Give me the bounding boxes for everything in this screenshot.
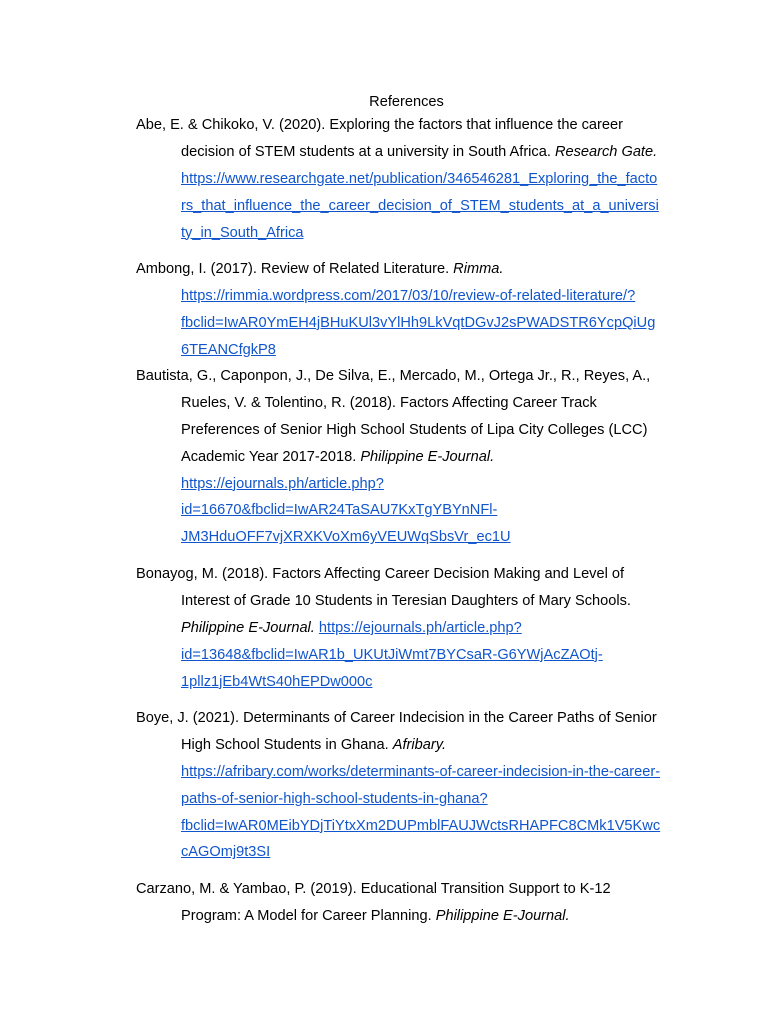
reference-source-title: Afribary. xyxy=(392,736,447,753)
reference-line xyxy=(136,564,679,591)
reference-line xyxy=(136,842,679,869)
reference-url-link[interactable]: https://afribary.com/works/determinants-of-career-indecision-in-the-career- xyxy=(181,763,661,780)
reference-line xyxy=(136,142,679,169)
reference-url-link[interactable]: id=13648&fbclid=IwAR1b_UKUtJiWmt7BYCsaR-G6YWjAcZAOtj- xyxy=(181,646,603,663)
reference-url-link[interactable]: JM3HduOFF7vjXRXKVoXm6yVEUWqSbsVr_ec1U xyxy=(181,529,511,546)
reference-url-link[interactable]: https://ejournals.ph/article.php? xyxy=(181,475,384,492)
reference-url-link[interactable]: fbclid=IwAR0MEibYDjTiYtxXm2DUPmblFAUJWctsRHAPFC8CMk1V5Kwc xyxy=(181,817,661,834)
reference-url-link[interactable]: https://rimmia.wordpress.com/2017/03/10/review-of-related-literature/? xyxy=(181,287,636,304)
reference-line xyxy=(136,618,679,645)
reference-line xyxy=(136,474,679,501)
reference-line xyxy=(136,259,679,286)
reference-text: High School Students in Ghana. xyxy=(181,736,393,753)
reference-text: Abe, E. & Chikoko, V. (2020). Exploring the factors that influence the career xyxy=(136,117,624,133)
reference-entry xyxy=(136,259,679,367)
reference-url-link[interactable]: https://ejournals.ph/article.php? xyxy=(318,619,522,636)
reference-line xyxy=(136,906,679,933)
reference-text: Academic Year 2017-2018. xyxy=(181,448,361,465)
reference-line xyxy=(136,286,679,313)
reference-source-title: Philippine E-Journal. xyxy=(181,619,315,636)
reference-line xyxy=(136,789,679,816)
reference-line xyxy=(136,313,679,340)
reference-url-link[interactable]: 6TEANCfgkP8 xyxy=(181,341,276,358)
reference-url-link[interactable]: fbclid=IwAR0YmEH4jBHuKUl3vYlHh9LkVqtDGvJ2sPWADSTR6YcpQiUg xyxy=(181,314,656,331)
reference-url-link[interactable]: cAGOmj9t3SI xyxy=(181,844,271,861)
reference-line xyxy=(136,447,679,474)
reference-url-link[interactable]: 1pllz1jEb4WtS40hEPDw000c xyxy=(181,673,373,690)
reference-line xyxy=(136,366,679,393)
reference-text: Ambong, I. (2017). Review of Related Literature. xyxy=(136,261,454,277)
reference-url-link[interactable]: https://www.researchgate.net/publication/346546281_Exploring_the_facto xyxy=(181,170,658,187)
reference-line xyxy=(136,340,679,367)
reference-line xyxy=(136,196,679,223)
reference-line xyxy=(136,708,679,735)
reference-line xyxy=(136,115,679,142)
reference-text: Program: A Model for Career Planning. xyxy=(181,907,436,924)
reference-line xyxy=(136,393,679,420)
reference-line xyxy=(136,879,679,906)
page-title: References xyxy=(369,94,444,110)
reference-url-link[interactable]: paths-of-senior-high-school-students-in-ghana? xyxy=(181,790,488,807)
reference-source-title: Philippine E-Journal. xyxy=(435,907,570,924)
reference-line xyxy=(136,645,679,672)
reference-entry xyxy=(136,366,679,554)
reference-line xyxy=(136,672,679,699)
reference-line xyxy=(136,223,679,250)
reference-text: decision of STEM students at a university in South Africa. xyxy=(181,143,555,160)
reference-text: Boye, J. (2021). Determinants of Career Indecision in the Career Paths of Senior xyxy=(136,710,657,726)
reference-line xyxy=(136,169,679,196)
reference-url-link[interactable]: ty_in_South_Africa xyxy=(181,224,304,241)
reference-entry xyxy=(136,564,679,698)
reference-entry xyxy=(136,879,679,933)
reference-source-title: Research Gate. xyxy=(554,143,658,160)
reference-line xyxy=(136,591,679,618)
reference-url-link[interactable]: id=16670&fbclid=IwAR24TaSAU7KxTgYBYnNFl- xyxy=(181,502,498,519)
reference-line xyxy=(136,527,679,554)
reference-line xyxy=(136,816,679,843)
reference-url-link[interactable]: rs_that_influence_the_career_decision_of_STEM_students_at_a_universi xyxy=(181,197,659,214)
reference-text: Bautista, G., Caponpon, J., De Silva, E., Mercado, M., Ortega Jr., R., Reyes, A., xyxy=(136,368,651,384)
reference-text: Carzano, M. & Yambao, P. (2019). Educational Transition Support to K-12 xyxy=(136,881,611,897)
reference-source-title: Philippine E-Journal. xyxy=(360,448,495,465)
reference-text: Rueles, V. & Tolentino, R. (2018). Factors Affecting Career Track xyxy=(181,394,597,411)
reference-line xyxy=(136,420,679,447)
reference-line xyxy=(136,762,679,789)
reference-entry xyxy=(136,115,679,249)
reference-line xyxy=(136,735,679,762)
reference-line xyxy=(136,500,679,527)
reference-text: Bonayog, M. (2018). Factors Affecting Career Decision Making and Level of xyxy=(136,566,625,582)
reference-source-title: Rimma. xyxy=(453,261,504,277)
reference-text: Interest of Grade 10 Students in Teresian Daughters of Mary Schools. xyxy=(181,592,631,609)
reference-text: Preferences of Senior High School Students of Lipa City Colleges (LCC) xyxy=(181,421,648,438)
reference-entry xyxy=(136,708,679,869)
